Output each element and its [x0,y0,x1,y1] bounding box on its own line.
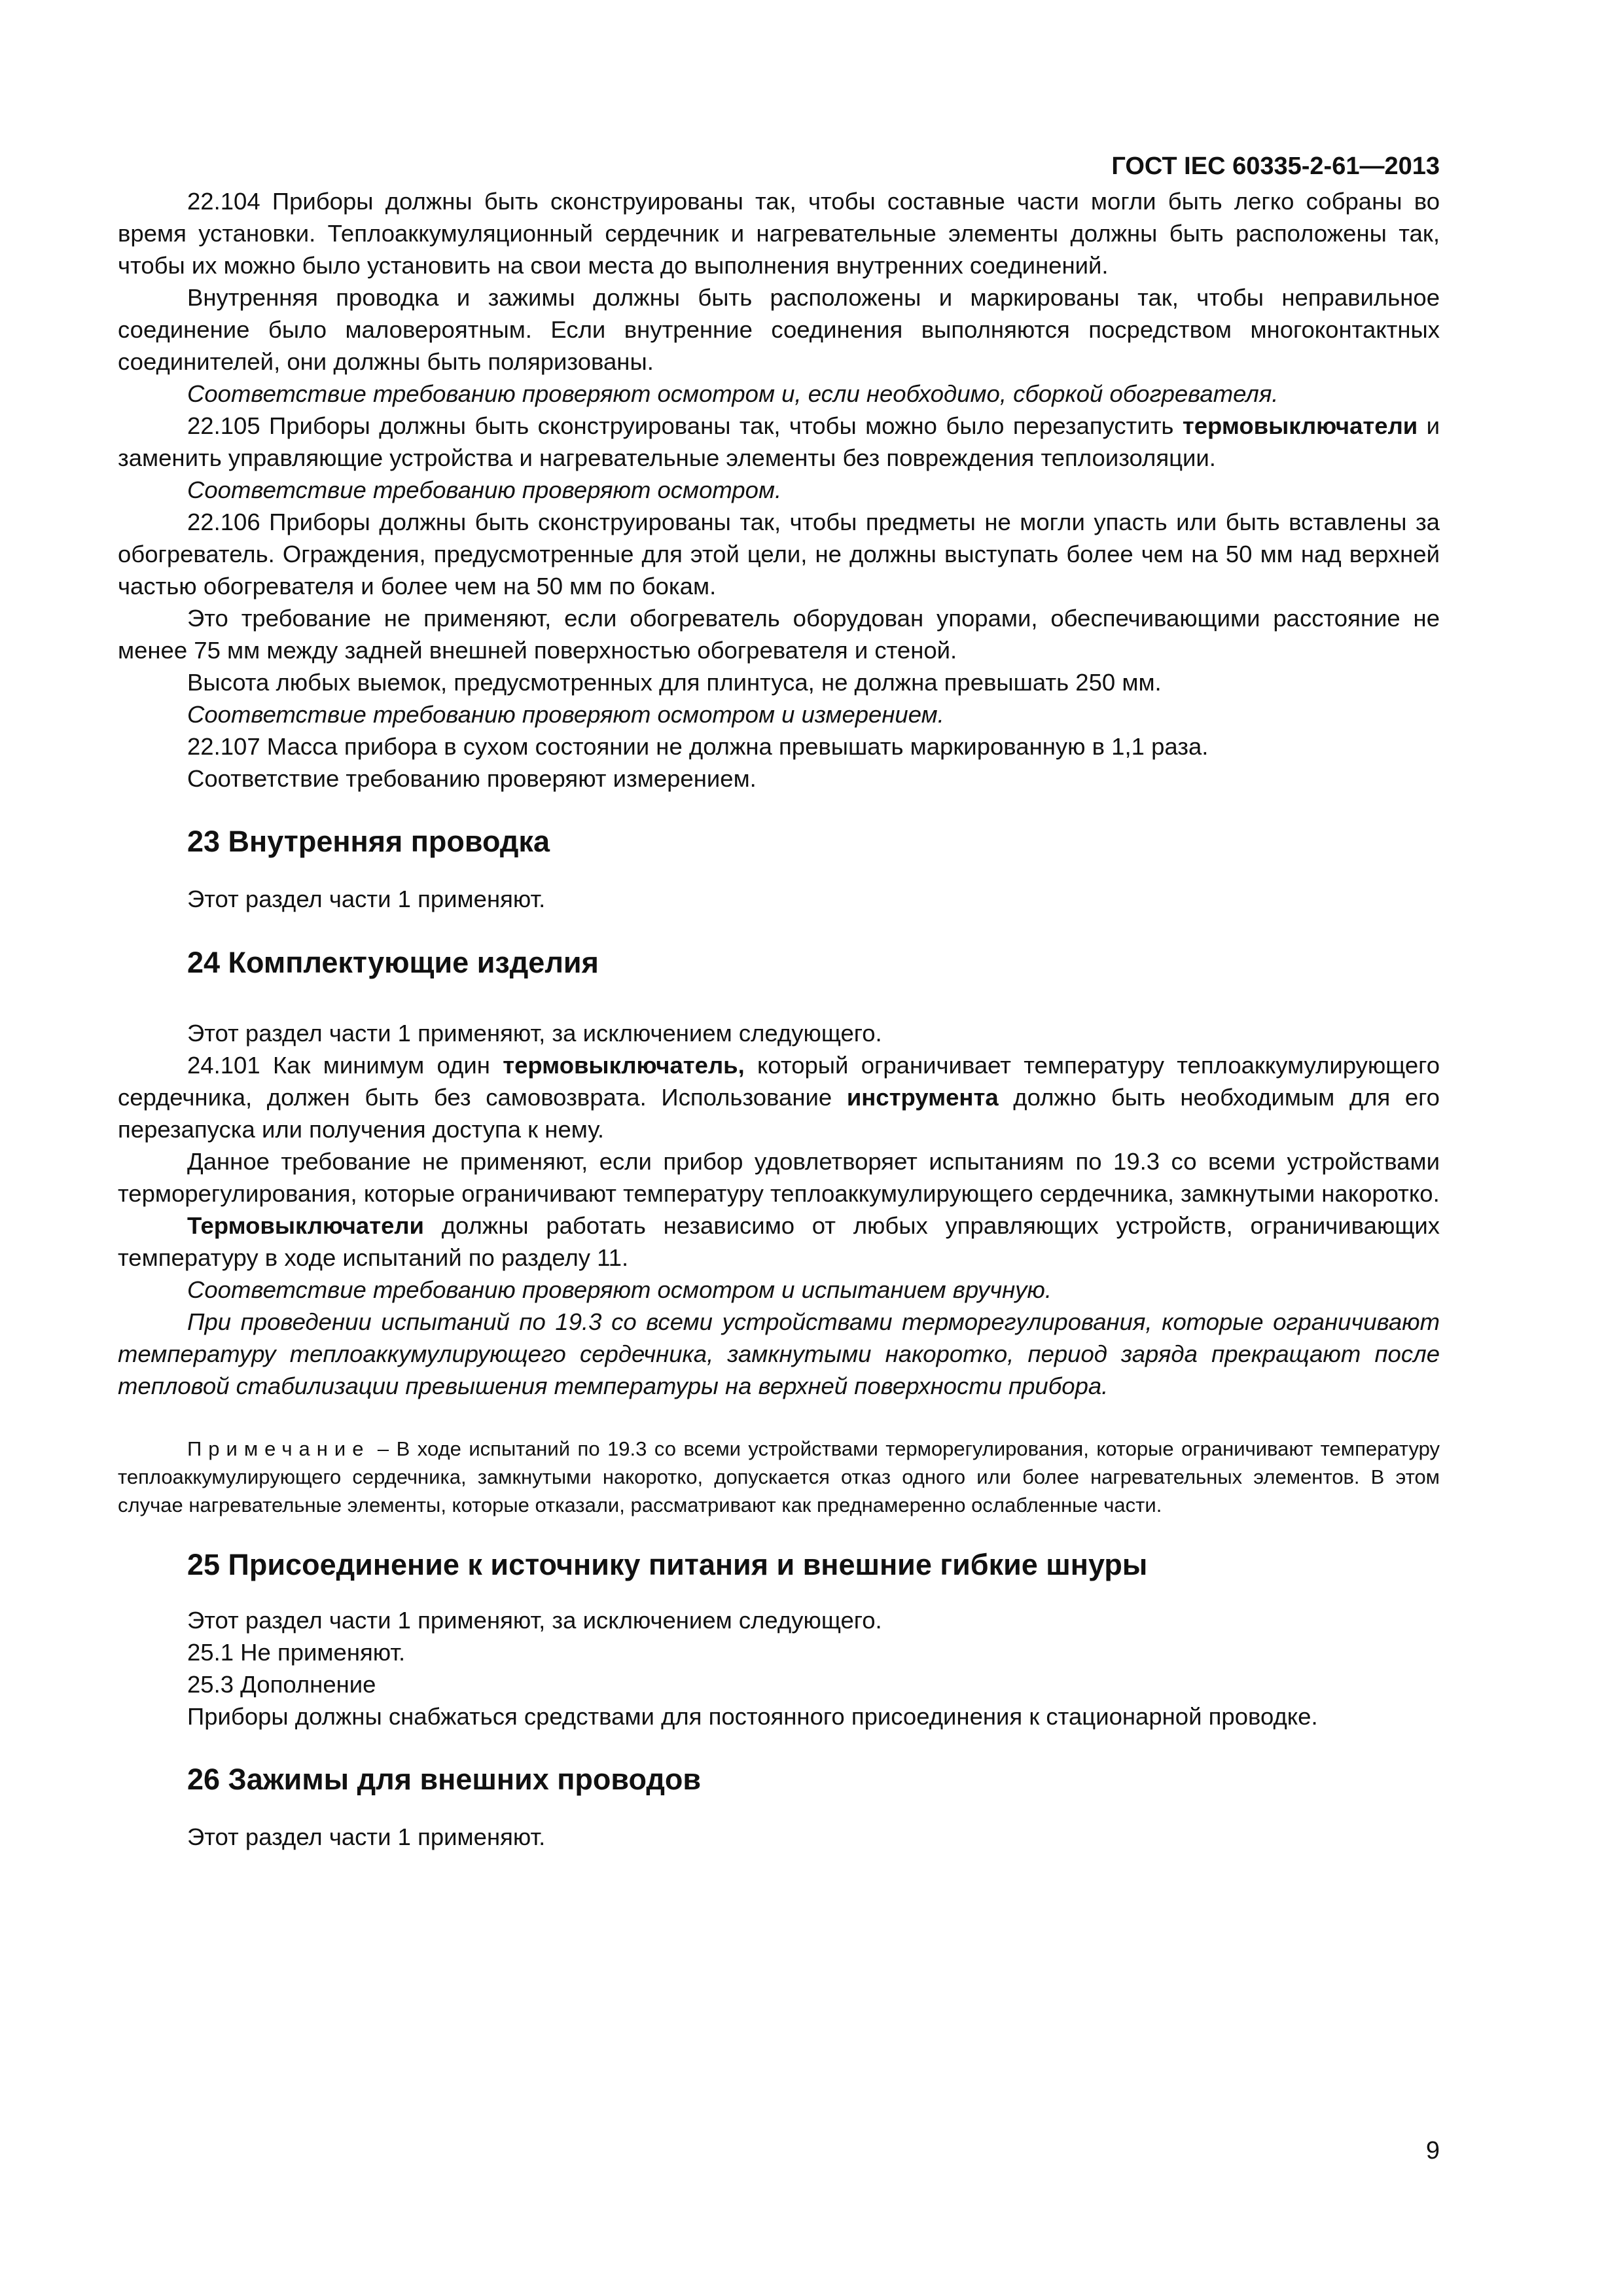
clause-24-101 [118,1049,1440,1145]
clause-24-101-exception: Данное требование не применяют, если прибор удовлетворяет испытаниям по 19.3 со всеми устройствами терморегулирования, которые ограничивают температуру теплоаккумулирующего сердечника, замкнутыми накоротко. [118,1148,1440,1207]
clause-24-101-text-c: должно быть необходимым для его перезапуска или получения доступа к нему. [118,1084,1440,1143]
clause-24-101-term-a: термовыключатель, [503,1052,745,1079]
section-25-intro: Этот раздел части 1 применяют, за исключением следующего. [187,1607,882,1634]
clause-24-101-term-c: Термовыключатели [187,1212,424,1239]
clause-22-104-compliance: Соответствие требованию проверяют осмотром и, если необходимо, сборкой обогревателя. [187,380,1279,407]
clause-24-101-independence [118,1210,1440,1274]
section-23-heading: 23 Внутренняя проводка [187,825,550,858]
section-24-intro: Этот раздел части 1 применяют, за исключением следующего. [187,1020,882,1047]
clause-24-101-compliance: Соответствие требованию проверяют осмотром и испытанием вручную. [187,1276,1052,1303]
note [118,1435,1440,1519]
note-text: – В ходе испытаний по 19.3 со всеми устройствами терморегулирования, которые ограничивают температуру теплоаккумулирующего сердечника, замкнутыми накоротко, допускается отказ одного или более нагревательных элементов. В этом случае нагревательные элементы, которые отказали, рассматривают как преднамеренно ослабленные части. [118,1437,1440,1516]
clause-25-3: 25.3 Дополнение [187,1671,376,1698]
clause-22-106-height: Высота любых выемок, предусмотренных для плинтуса, не должна превышать 250 мм. [187,669,1162,696]
clause-22-106: 22.106 Приборы должны быть сконструированы так, чтобы предметы не могли упасть или быть вставлены за обогреватель. Ограждения, предусмотренные для этой цели, не должны выступать более чем на 50 мм над верхней частью обогревателя и более чем на 50 мм по бокам. [118,509,1440,600]
note-label: Примечание [187,1437,370,1460]
clause-22-104: 22.104 Приборы должны быть сконструированы так, чтобы составные части могли быть легко собраны во время установки. Теплоаккумуляционный сердечник и нагревательные элементы должны быть расположены так, чтобы их можно было установить на свои места до выполнения внутренних соединений. [118,188,1440,279]
page-number: 9 [1425,2137,1440,2164]
section-26-text: Этот раздел части 1 применяют. [187,1823,546,1850]
clause-24-101-text-d: должны работать независимо от любых управляющих устройств, ограничивающих температуру в ходе испытаний по разделу 11. [118,1212,1440,1271]
clause-22-105-text-a: 22.105 Приборы должны быть сконструированы так, чтобы можно было перезапустить [187,412,1183,439]
clause-22-107: 22.107 Масса прибора в сухом состоянии не должна превышать маркированную в 1,1 раза. [187,733,1209,760]
clause-22-107-compliance: Соответствие требованию проверяют измерением. [187,765,757,792]
clause-22-104-wiring: Внутренняя проводка и зажимы должны быть расположены и маркированы так, чтобы неправильное соединение было маловероятным. Если внутренние соединения выполняются посредством многоконтактных соединителей, они должны быть поляризованы. [118,284,1440,375]
document-page [118,151,1440,1853]
clause-24-101-text-b: который ограничивает температуру теплоаккумулирующего сердечника, должен быть без самовозврата. Использование [118,1052,1440,1111]
clause-24-101-text-a: 24.101 Как минимум один [187,1052,503,1079]
clause-25-3-text: Приборы должны снабжаться средствами для постоянного присоединения к стационарной проводке. [187,1703,1318,1730]
clause-25-1: 25.1 Не применяют. [187,1639,406,1666]
section-24-heading: 24 Комплектующие изделия [187,946,599,979]
section-25-heading: 25 Присоединение к источнику питания и внешние гибкие шнуры [187,1548,1148,1581]
clause-24-101-term-b: инструмента [846,1084,999,1111]
clause-22-106-exception: Это требование не применяют, если обогреватель оборудован упорами, обеспечивающими расстояние не менее 75 мм между задней внешней поверхностью обогревателя и стеной. [118,605,1440,664]
clause-24-101-test: При проведении испытаний по 19.3 со всеми устройствами терморегулирования, которые ограничивают температуру теплоаккумулирующего сердечника, замкнутыми накоротко, период заряда прекращают после тепловой стабилизации превышения температуры на верхней поверхности прибора. [118,1308,1440,1399]
section-26-heading: 26 Зажимы для внешних проводов [187,1763,702,1796]
clause-22-105 [118,410,1440,474]
section-23-text: Этот раздел части 1 применяют. [187,886,546,912]
clause-22-105-text-b: и заменить управляющие устройства и нагревательные элементы без повреждения теплоизоляции. [118,412,1440,471]
clause-22-105-term: термовыключатели [1182,412,1418,439]
document-id: ГОСТ IEC 60335-2-61—2013 [1111,152,1440,180]
clause-22-106-compliance: Соответствие требованию проверяют осмотром и измерением. [187,701,944,728]
clause-22-105-compliance: Соответствие требованию проверяют осмотром. [187,476,782,503]
